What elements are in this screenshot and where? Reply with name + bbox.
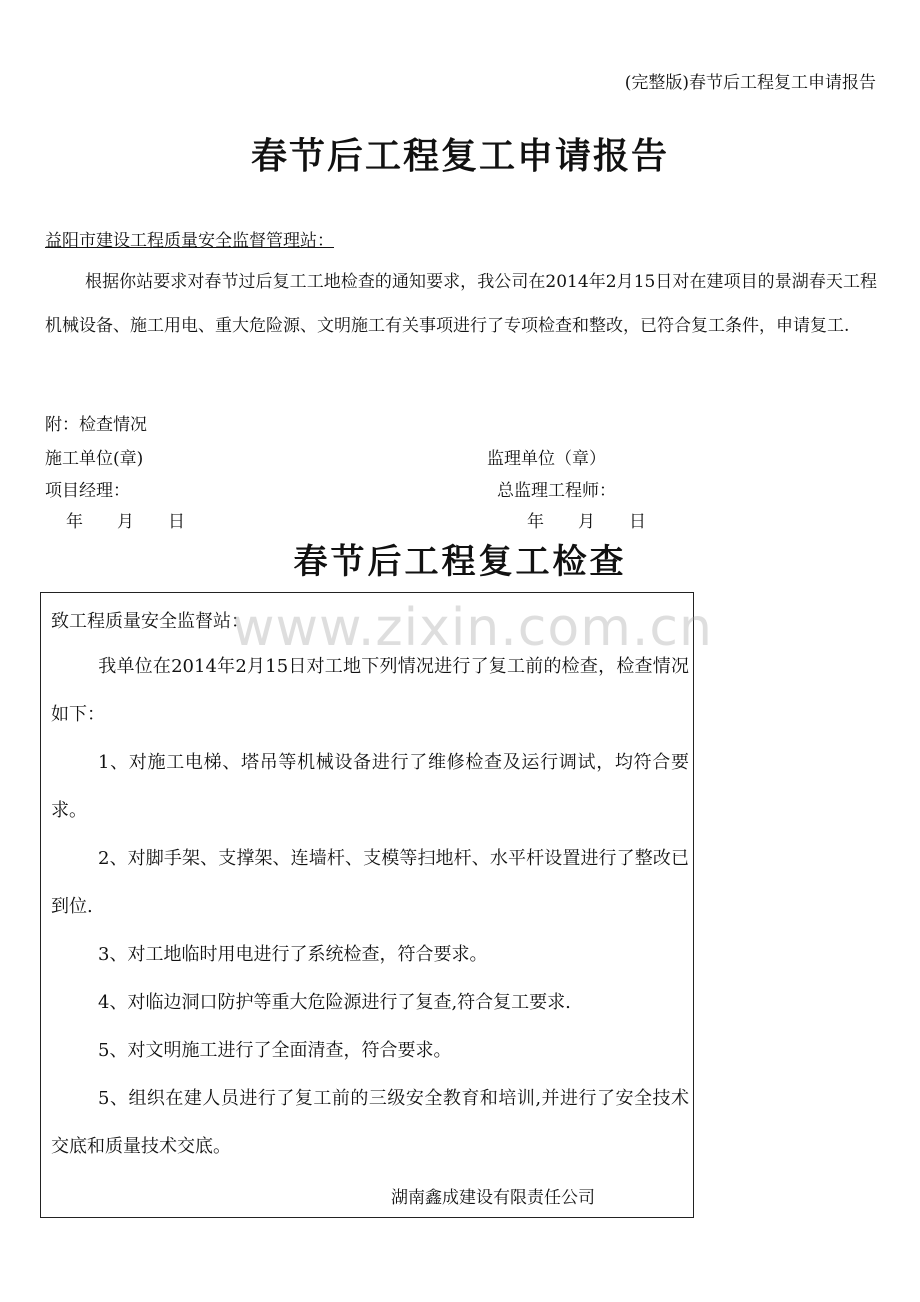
date-left: 年 月 日: [66, 512, 185, 532]
inspection-item-text: 5、对文明施工进行了全面清查，符合要求。: [98, 1040, 452, 1061]
construction-unit-label: 施工单位(章): [45, 449, 144, 469]
project-manager-label: 项目经理：: [45, 481, 130, 501]
inspection-item-text: 5、组织在建人员进行了复工前的三级安全教育和培训,并进行了安全技术交底和质量技术交底。: [51, 1088, 689, 1157]
inspection-item-4: [51, 979, 689, 1027]
attachment-note: 附：检查情况: [45, 415, 147, 435]
header-note: (完整版)春节后工程复工申请报告: [624, 73, 876, 93]
inspection-item-3: [51, 931, 689, 979]
inspection-title: 春节后工程复工检查: [293, 542, 627, 582]
inspection-intro-text: 我单位在2014年2月15日对工地下列情况进行了复工前的检查，检查情况如下：: [51, 656, 689, 725]
inspection-item-1: [51, 739, 689, 835]
watermark: www.zixin.com.cn: [232, 598, 713, 658]
inspection-item-6: [51, 1075, 689, 1171]
company-name: 湖南鑫成建设有限责任公司: [391, 1188, 595, 1208]
intro-paragraph-text: 根据你站要求对春节过后复工工地检查的通知要求，我公司在2014年2月15日对在建项目的景湖春天工程机械设备、施工用电、重大危险源、文明施工有关事项进行了专项检查和整改，已符合复工条件，申请复工.: [45, 272, 877, 336]
intro-paragraph: [45, 260, 877, 348]
inspection-item-text: 1、对施工电梯、塔吊等机械设备进行了维修检查及运行调试，均符合要求。: [51, 752, 689, 821]
addressee: 益阳市建设工程质量安全监督管理站：: [45, 231, 334, 251]
supervision-unit-label: 监理单位（章）: [487, 449, 606, 469]
inspection-box: [40, 592, 694, 1218]
inspection-item-5: [51, 1027, 689, 1075]
inspection-item-text: 4、对临边洞口防护等重大危险源进行了复查,符合复工要求.: [98, 992, 571, 1013]
inspection-item-text: 3、对工地临时用电进行了系统检查，符合要求。: [98, 944, 488, 965]
inspection-item-2: [51, 835, 689, 931]
date-right: 年 月 日: [527, 512, 646, 532]
page-title: 春节后工程复工申请报告: [250, 135, 669, 177]
inspection-addressee: 致工程质量安全监督站：: [51, 611, 249, 632]
inspection-item-text: 2、对脚手架、支撑架、连墙杆、支模等扫地杆、水平杆设置进行了整改已到位.: [51, 848, 689, 917]
chief-supervisor-label: 总监理工程师：: [497, 481, 616, 501]
